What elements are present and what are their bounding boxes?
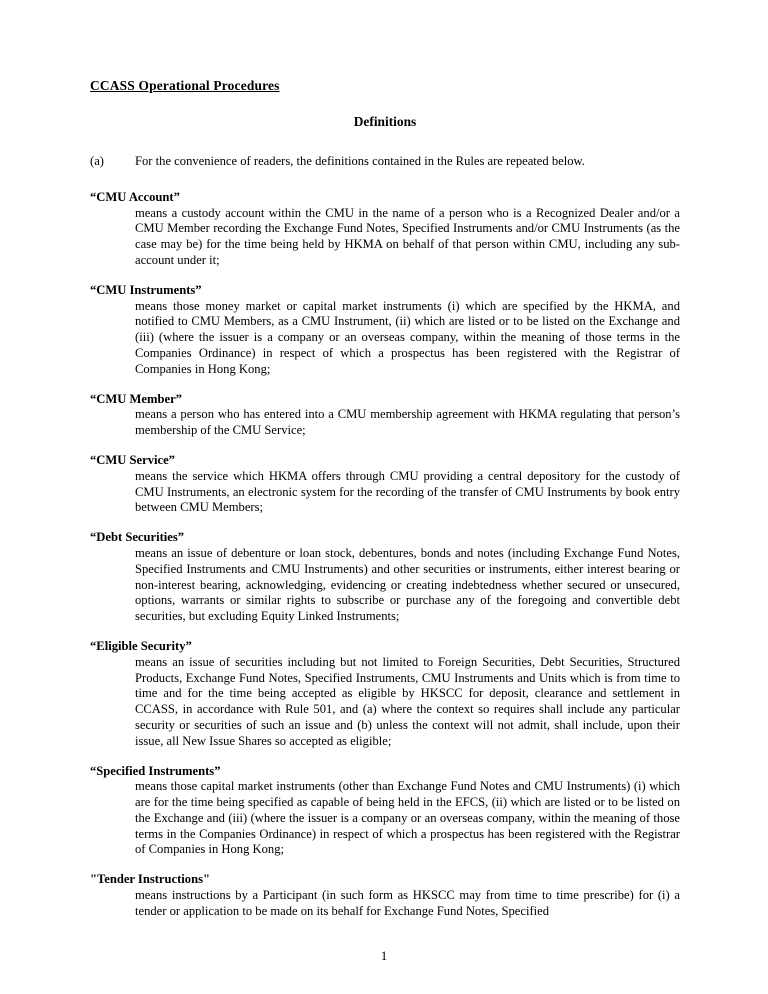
document-title: CCASS Operational Procedures bbox=[90, 78, 280, 93]
intro-label: (a) bbox=[90, 154, 104, 168]
definition-entry bbox=[90, 764, 680, 859]
definition-term: “CMU Account” bbox=[90, 189, 180, 204]
definition-body: means those capital market instruments (other than Exchange Fund Notes and CMU Instruments) (i) which are for the time being specified as capable of being held in the EFCS, (ii) which are listed or to be listed on the Exchange and (iii) (where the issuer is a company or an overseas company, within the meaning of those terms in the Companies Ordinance) in respect of which a prospectus has been registered with the Registrar of Companies in Hong Kong; bbox=[135, 779, 680, 857]
definition-entry bbox=[90, 530, 680, 625]
definition-entry bbox=[90, 639, 680, 750]
definition-term: "Tender Instructions" bbox=[90, 872, 211, 887]
definition-body: means those money market or capital market instruments (i) which are specified by the HKMA, and notified to CMU Members, as a CMU Instrument, (ii) which are listed or to be listed on the Exchange and (iii) (where the issuer is a company or an overseas company, within the meaning of those terms in the Companies Ordinance) in respect of which a prospectus has been registered with the Registrar of Companies in Hong Kong; bbox=[135, 298, 680, 376]
definition-entry bbox=[90, 872, 680, 919]
definition-entry bbox=[90, 283, 680, 378]
definition-term: “Eligible Security” bbox=[90, 638, 192, 653]
definition-term: “CMU Instruments” bbox=[90, 282, 202, 297]
definition-entry bbox=[90, 392, 680, 439]
definition-entry bbox=[90, 190, 680, 269]
definition-body: means the service which HKMA offers through CMU providing a central depository for the custody of CMU Instruments, an electronic system for the recording of the transfer of CMU Instruments by book entry between CMU Members; bbox=[135, 468, 680, 515]
definitions-list bbox=[90, 190, 680, 920]
definition-body: means an issue of securities including but not limited to Foreign Securities, Debt Securities, Structured Products, Exchange Fund Notes, Specified Instruments, CMU Instruments and Units which is from time to time and for the time being accepted as eligible by HKSCC for deposit, clearance and settlement in CCASS, in accordance with Rule 501, and (a) where the context so requires shall include any particular security or securities of such an issue and (b) unless the context will not admit, shall include, upon their issue, all New Issue Shares so accepted as eligible; bbox=[135, 654, 680, 748]
definition-term: “CMU Member” bbox=[90, 391, 182, 406]
intro-paragraph bbox=[90, 154, 680, 170]
definition-term: “Debt Securities” bbox=[90, 530, 185, 545]
definition-term: “CMU Service” bbox=[90, 452, 175, 467]
section-heading: Definitions bbox=[353, 114, 417, 129]
definition-body: means instructions by a Participant (in such form as HKSCC may from time to time prescribe) for (i) a tender or application to be made on its behalf for Exchange Fund Notes, Specified bbox=[135, 888, 680, 918]
definition-body: means a custody account within the CMU in the name of a person who is a Recognized Dealer and/or a CMU Member recording the Exchange Fund Notes, Specified Instruments and/or CMU Instruments (as the case may be) for the time being held by HKMA on behalf of that person within CMU, including any sub-account under it; bbox=[135, 205, 680, 267]
definition-entry bbox=[90, 453, 680, 516]
definition-term: “Specified Instruments” bbox=[90, 763, 221, 778]
definition-body: means a person who has entered into a CMU membership agreement with HKMA regulating that person’s membership of the CMU Service; bbox=[135, 407, 680, 438]
intro-text: For the convenience of readers, the definitions contained in the Rules are repeated below. bbox=[135, 154, 585, 168]
page-number: 1 bbox=[380, 949, 388, 963]
definition-body: means an issue of debenture or loan stock, debentures, bonds and notes (including Exchange Fund Notes, Specified Instruments and CMU Instruments) and other securities or instruments, either interest bearing or non-interest bearing, acknowledging, evidencing or creating indebtedness whether secured or unsecured, options, warrants or similar rights to subscribe or purchase any of the foregoing and convertible debt securities, but excluding Equity Linked Instruments; bbox=[135, 545, 680, 624]
